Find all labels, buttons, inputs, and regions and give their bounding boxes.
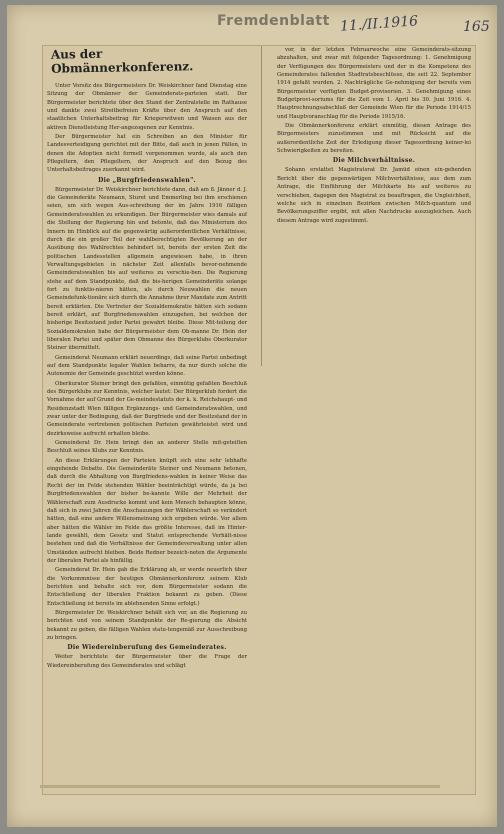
- paragraph: Bürgermeister Dr. Weiskirchner berichtete dann, daß am 8. Jänner d. J. die Gemeinderäte Neumann, Sturet und Emmerling bei ihm erschienen seien, um sich wegen Aus-schreibung der im Jahre 1916 fälligen Gemeinderatswahlen zu erkundigen. Der Bürgermeister wies damals auf die Stellung der Regierung hin und betonte, daß das Ministerium des Innern im Hinblick auf die gegenwärtig außerordentlichen Verhältnisse, durch die ein großer Teil der wahlberechtigten Bevölkerung an der Ausübung des Wahlrechtes behindert ist, bereits der ersten Zeit die politischen Landesstellen allgemein angewiesen habe, in ihren Verwaltungsgebieten in nächster Zeit allenfalls bevor-nehmende Gemeinderatswahlen bis auf weiteres zu verschie-ben. Die Regierung stehe auf dem Standpunkte, daß die bis-herigen Gemeinderäte solange fort zu funktio-nieren hätten, als durch Neuwahlen die neuen Gemeindefunk-tionäre sich durch die Annahme ihrer Mandate zum Antritt bereit erklärten. Die Vertreter der Sozialdemokratie hätten sich sodann bereit erklärt, auf Burgfriedenswahlen einzugehen, bei welchen der bisherige Besitzstand jeder Partei gewahrt bleibe. Diese Mit-teilung der Sozialdemokraten habe der Bürgermeister dem Ob-manne Dr. Hein der liberalen Partei und später dem Obmanne des Bürgerklubs Oberkurator Steiner übermittelt.: [47, 186, 247, 352]
- paragraph: Sohann erstattet Magistratsrat Dr. Jamüd einen ein-gehenden Bericht über die gegenwärtigen Milchverhältnisse, aus dem zum Antrage, die Einführung der Milchkarte bis auf weiteres zu verschieben, dagegen den Magistrat zu beauftragen, die Ungleichheit, welche sich in einzelnen Bezirken zwischen Milch-quantum und Bevölkerungsziffer ergibt, mit allen Nachdrucke auszugleichen. Auch diesem Antrage wird zugestimmt.: [277, 167, 471, 224]
- newspaper-clipping: [42, 45, 476, 795]
- paragraph: Der Bürgermeister hat ein Schreiben an den Minister für Landesverteidigung gerichtet mit der Bitte, daß auch in jenen Fällen, in denen die Adoptien nicht formell vorgenommen wurde, als auch den Pflegeltern, den Pflegeltern, der Anspruch auf den Bezug des Unterhaltsbeitrages zuerkannt wird.: [47, 134, 247, 174]
- paragraph: Weiter berichtete der Bürgermeister über die Frage der Wiedereinberufung des Gemeinderates und schlägt: [47, 654, 247, 669]
- handwritten-date: 11./II.1916: [339, 13, 419, 35]
- left-column: [47, 46, 247, 671]
- paragraph: Gemeinderat Neumann erklärt neuerdings, daß seine Partei unbedingt auf dem Standpunkte legaler Wahlen beharre, da nur durch solche die Autonomie der Gemeinde geschützt werden könne.: [47, 354, 247, 378]
- article-headline: Aus der Obmännerkonferenz.: [50, 46, 194, 76]
- paragraph: Gemeinderat Dr. Hein bringt den an anderer Stelle mit-geteilten Beschluß seines Klubs zur Kenntnis.: [47, 440, 247, 455]
- paragraph: Oberkurator Steiner bringt den gefaßten, einmütig gefaßten Beschluß des Bürgerklubs zur Kenntnis, welcher lautet: Der Bürgerklub fordert die Vornahme der auf Grund der Ge-meindestatuts der k. k. Reichshaupt- und Residenzstadt Wien fälligen Ergänzungs- und Gemeinderatswahlen, und zwar unter der Bedingung, daß der Burgfriede und der Besitzstand der in Gemeinderate vertretenen politischen Parteien gewährleistet wird und dezirksweise aufrecht erhalten bleibe.: [47, 380, 247, 437]
- paragraph: vor, in der letzten Februarwoche eine Gemeinderats-sitzung abzuhalten, und zwar mit folgender Tagesordnung: 1. Genehmigung der Verfügungen des Bürgermeisters und der in die Kompetenz des Gemeinderates fallenden Stadtratsbeschlüsse, die seit 22. September 1914 gefaßt wurden. 2. Nachträgliche Ge-nehmigung der bereits vom Bürgermeister verfügten Budget-provisorien. 3. Genehmigung eines Budgetprovi-soriums für die Zeit vom 1. April bis 30. Juni 1916. 4. Hauptrechnungsabschluß der Gemeinde Wien für die Periode 1914/15 und Hauptvoranschlag für die Periode 1915/16.: [277, 47, 471, 120]
- right-column: [277, 46, 471, 226]
- paragraph: An diese Erklärungen der Parteien knüpft sich eine sehr lebhafte eingehende Debatte. Die Gemeinderäte Steiner und Neumann betonen, daß durch die Abhaltung von Burgfriedens-wahlen in keiner Weise das Recht der im Felde stehenden Wähler beeinträchtigt würde, da ja bei Burgfriedenswahlen der bisher be-kannte Wille der Mehrheit der Wählerschaft zum Ausdrucke kommt und kein Mensch behaupten könne, daß sich in zwei Jahren die Anschauungen der Wählerschaft so verändert hätten, daß eine andere Willensmeinung sich ergeben würde. Vor allem aber hätten die Wähler im Felde das größte Interesse, daß im Hinter-lande gewählt, dem Gesetz und Statut entsprechende Verhält-nisse bestehen und daß die Verhältnisse der Gemeindeverwaltung unter allen Umständen aufrecht bleiben. Beide Redner bezeich-neten die Argumente der liberalen Partei als hinfällig.: [47, 457, 247, 564]
- paragraph: Bürgermeister Dr. Weiskirchner behält sich vor, an die Regierung zu berichten und von seinem Standpunkte der Re-gierung die Absicht bekannt zu geben, die fälligen Wahlen statu-tengemäß zur Ausschreibung zu bringen.: [47, 609, 247, 641]
- newspaper-name-stamp: Fremdenblatt: [217, 13, 330, 29]
- subheading: Die „Burgfriedenswahlen".: [98, 176, 196, 184]
- handwritten-page-number: 165: [463, 19, 490, 35]
- column-divider: [261, 46, 262, 366]
- paragraph: Unter Vorsitz des Bürgermeisters Dr. Weiskirchner fand Dienstag eine Sitzung der Obmänner der Gemeinderats-parteien statt. Der Bürgermeister berichtete über den Stand der Zentralstelle im Rathause und dankte zwei Streitbefreien Kräfte über den Anspruch auf den staatlichen Unterhaltsbeitrag für Kriegerwitwen und Waisen aus der aktiven Dienstleistung Her-angezogenen zur Kenntnis.: [47, 83, 247, 131]
- paper-fold-line: [40, 785, 440, 788]
- subheading: Die Wiedereinberufung des Gemeinderates.: [67, 644, 227, 652]
- paragraph: Gemeinderat Dr. Hein gab die Erklärung ab, er werde neuerlich über die Vorkommnisse der heutigen Obmännerkonferenz seinem Klub berichten und behalte sich vor, dem Bürgermeister sodann die Entschließung der liberalen Fraktion bekannt zu geben. (Diese Entschließung ist bereits im ablehnenden Sinne erfolgt.): [47, 567, 247, 607]
- paragraph: Die Obmännerkonferenz erklärt einmütig, diesen Antrage des Bürgermeisters zuzustimmen und mit Rücksicht auf die außerordentliche Zeit der Erledigung dieser Tagesordnung keiner-lei Schwierigkeiten zu bereiten.: [277, 123, 471, 155]
- subheading: Die Milchverhältnisse.: [332, 157, 416, 165]
